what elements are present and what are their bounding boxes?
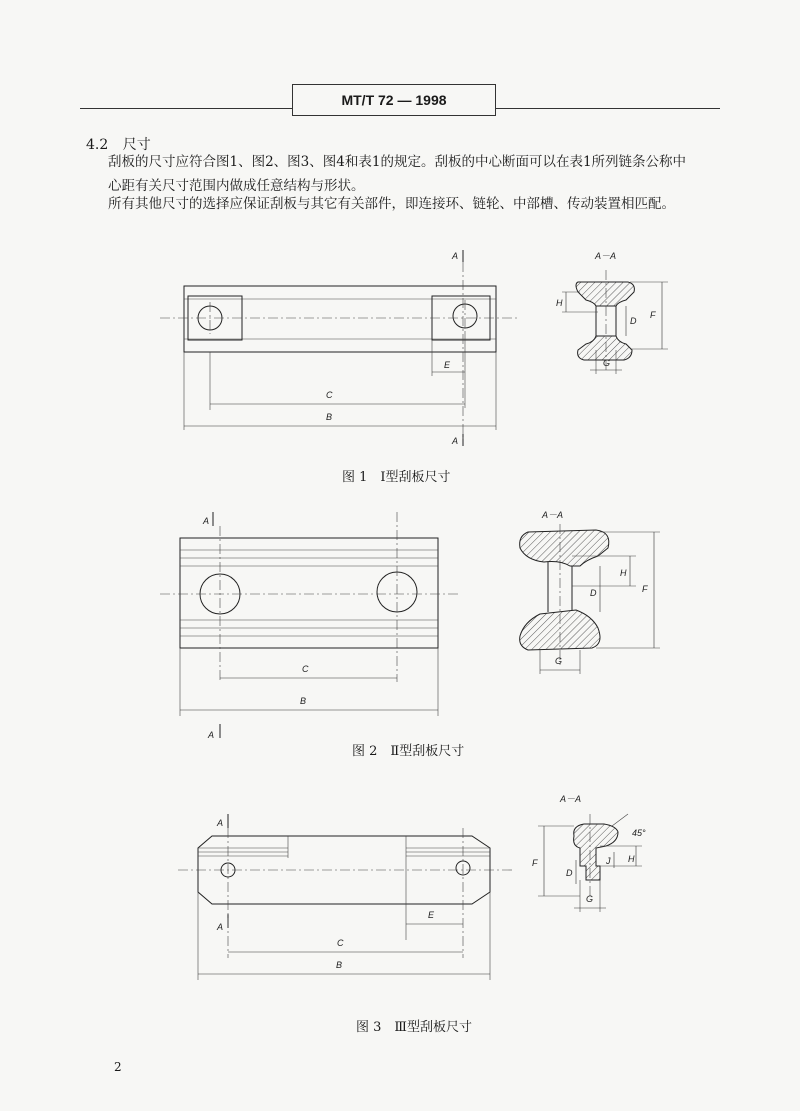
section-view-title-2: A－A [542,510,564,520]
dim-B-fig1: B [326,412,333,422]
dim-D-fig2: D [590,588,597,598]
figure-3-caption: 图 3 Ⅲ型刮板尺寸 [356,1020,472,1035]
paragraph-2: 所有其他尺寸的选择应保证刮板与其它有关部件，即连接环、链轮、中部槽、传动装置相匹配。 [108,196,675,212]
dim-C-fig2: C [302,664,309,674]
dim-J-fig3: J [606,856,611,866]
section-mark-fig3-bottom: A [217,922,224,932]
section-3-profile [574,824,618,880]
standard-code: MT/T 72 — 1998 [292,84,496,116]
section-view-title-3: A－A [560,794,582,804]
dim-C-fig3: C [337,938,344,948]
page-number: 2 [114,1060,122,1074]
section-mark-fig2-bottom: A [208,730,215,740]
section-title: 尺寸 [122,137,151,153]
section-mark-top: A [452,251,459,261]
section-mark-bottom: A [452,436,459,446]
dim-F-fig2: F [642,584,648,594]
dim-B-fig3: B [336,960,343,970]
section-number: 4.2 [86,137,109,153]
dim-G-fig2: G [555,656,563,666]
dim-H-fig2: H [620,568,627,578]
dim-D-fig1: D [630,316,637,326]
dim-F-fig3: F [532,858,538,868]
section-mark-fig3-top: A [217,818,224,828]
paragraph-1: 刮板的尺寸应符合图1、图2、图3、图4和表1的规定。刮板的中心断面可以在表1所列链条公称中 [108,154,687,170]
dim-H-fig1: H [556,298,563,308]
figure-1-caption: 图 1 Ⅰ型刮板尺寸 [342,470,451,485]
dim-B-fig2: B [300,696,307,706]
dim-G-fig3: G [586,894,594,904]
dim-F-fig1: F [650,310,656,320]
dim-C-fig1: C [326,390,333,400]
section-view-title-1: A－A [595,251,617,261]
dim-H-fig3: H [628,854,635,864]
paragraph-1-cont: 心距有关尺寸范围内做成任意结构与形状。 [108,178,365,194]
section-mark-fig2-top: A [203,516,210,526]
dim-G-fig1: G [603,358,611,368]
angle-45: 45° [632,828,646,838]
dim-E-fig1: E [444,360,451,370]
figure-2-caption: 图 2 Ⅱ型刮板尺寸 [352,744,465,759]
dim-D-fig3: D [566,868,573,878]
dim-E-fig3: E [428,910,435,920]
